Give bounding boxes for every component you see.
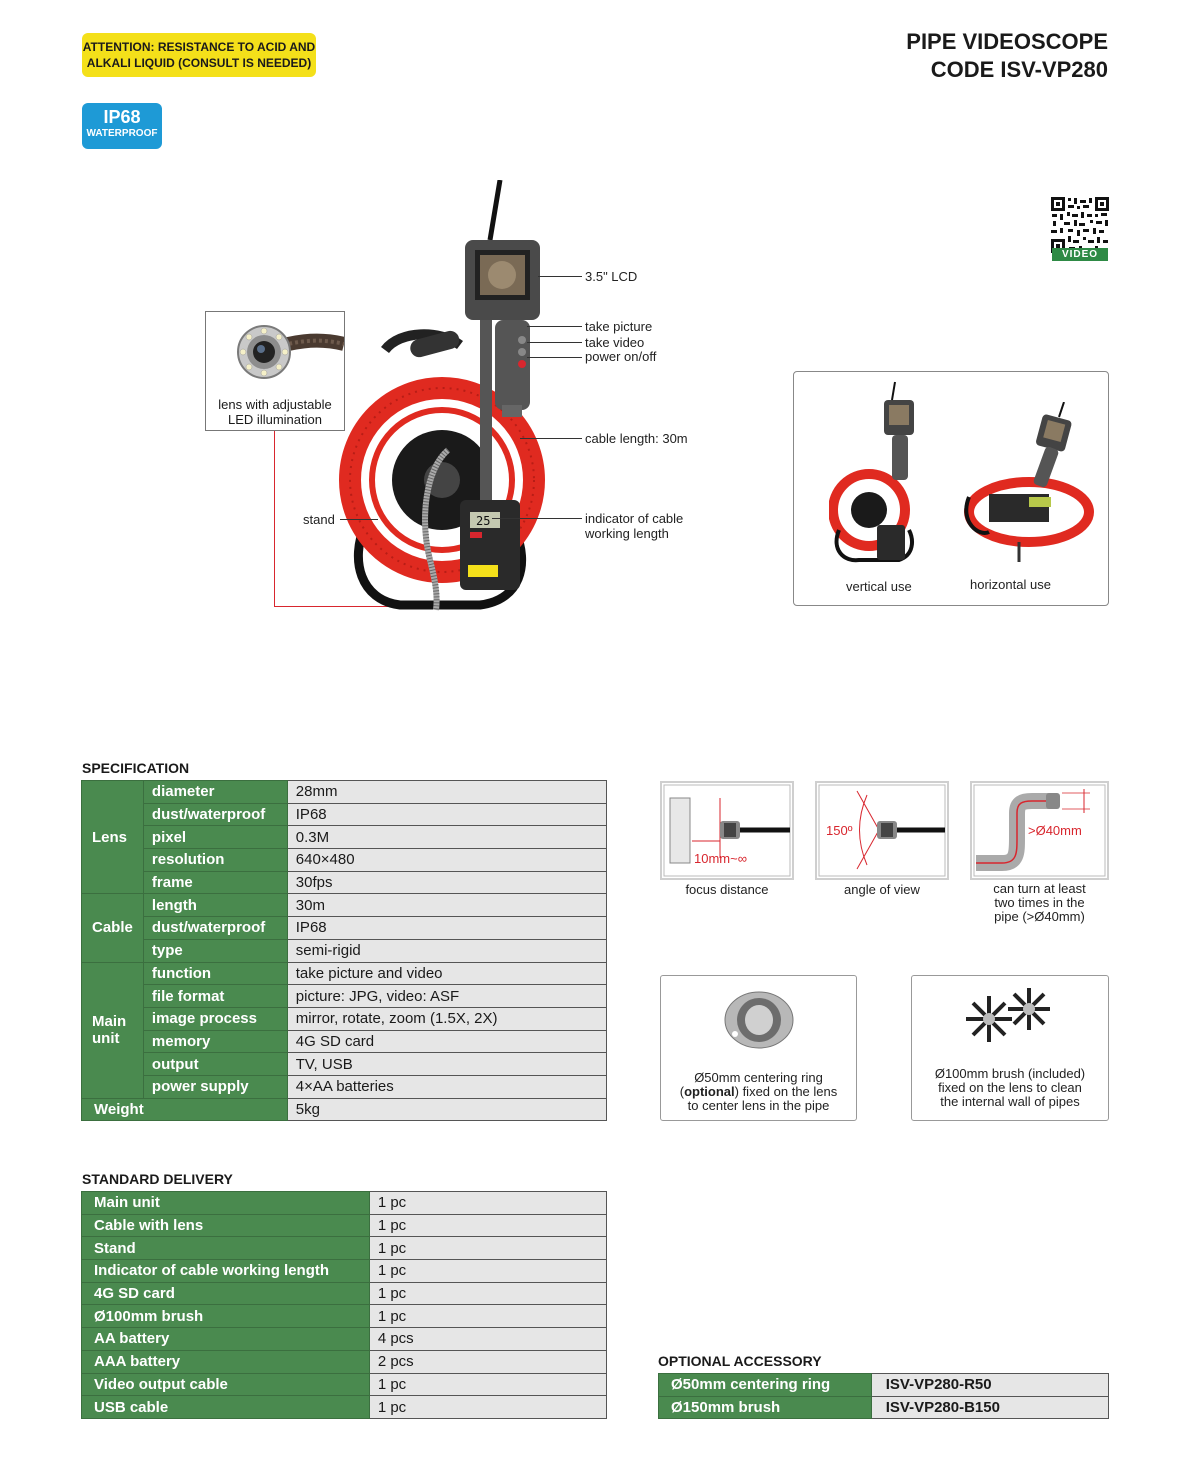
angle-of-view-caption: angle of view — [844, 882, 920, 897]
centering-ring-caption — [661, 1071, 856, 1113]
delivery-qty: 1 pc — [369, 1192, 606, 1215]
indicator-callout — [585, 511, 683, 541]
indicator-callout-line-1: indicator of cable — [585, 511, 684, 526]
spec-key: memory — [143, 1030, 287, 1053]
counter-display: 25 — [476, 514, 491, 528]
lens-caption-line-1: lens with adjustable — [218, 397, 332, 412]
delivery-row — [82, 1237, 607, 1260]
ip68-label: IP68 — [103, 107, 141, 127]
centering-ring-box — [660, 975, 857, 1121]
spec-key: length — [143, 894, 287, 917]
pipe-turn-box — [970, 781, 1109, 880]
spec-weight-key: Weight — [82, 1098, 288, 1121]
delivery-row — [82, 1260, 607, 1283]
brush-line-1: Ø100mm brush (included) — [934, 1066, 1086, 1081]
pipe-turn-caption-line-3: pipe (>Ø40mm) — [994, 909, 1085, 924]
delivery-item: Main unit — [82, 1192, 370, 1215]
delivery-item: Stand — [82, 1237, 370, 1260]
spec-key: frame — [143, 871, 287, 894]
spec-value: 0.3M — [287, 826, 606, 849]
lens-icon — [206, 312, 344, 392]
spec-key: pixel — [143, 826, 287, 849]
optional-accessory-heading: OPTIONAL ACCESSORY — [658, 1353, 822, 1369]
video-label: VIDEO — [1052, 248, 1108, 261]
centering-ring-optional: optional — [684, 1084, 735, 1099]
angle-of-view-label: 150º — [826, 823, 853, 838]
vertical-use-illustration — [829, 380, 924, 565]
standard-delivery-table — [81, 1191, 607, 1419]
delivery-qty: 1 pc — [369, 1260, 606, 1283]
spec-value: picture: JPG, video: ASF — [287, 985, 606, 1008]
indicator-callout-line-2: working length — [585, 526, 669, 541]
attention-line-2: ALKALI LIQUID (CONSULT IS NEEDED) — [86, 56, 312, 70]
ip68-badge — [82, 103, 162, 149]
lens-caption — [205, 397, 345, 427]
optional-code: ISV-VP280-R50 — [871, 1374, 1108, 1397]
delivery-row — [82, 1282, 607, 1305]
spec-key: output — [143, 1053, 287, 1076]
delivery-row — [82, 1328, 607, 1351]
spec-row — [82, 1053, 607, 1076]
attention-line-1: ATTENTION: RESISTANCE TO ACID AND — [82, 40, 316, 54]
spec-weight-value: 5kg — [287, 1098, 606, 1121]
spec-value: 640×480 — [287, 849, 606, 872]
delivery-qty: 4 pcs — [369, 1328, 606, 1351]
delivery-qty: 1 pc — [369, 1282, 606, 1305]
delivery-row — [82, 1396, 607, 1419]
spec-key: type — [143, 939, 287, 962]
spec-value: 30m — [287, 894, 606, 917]
focus-distance-box — [660, 781, 794, 880]
focus-distance-label: 10mm~∞ — [694, 851, 747, 866]
spec-key: file format — [143, 985, 287, 1008]
spec-row — [82, 781, 607, 804]
cable-length-leader — [520, 438, 582, 439]
delivery-item: AAA battery — [82, 1350, 370, 1373]
pipe-videoscope-illustration — [330, 180, 570, 615]
standard-delivery-heading: STANDARD DELIVERY — [82, 1171, 233, 1187]
optional-accessory-table — [658, 1373, 1109, 1419]
optional-item: Ø50mm centering ring — [659, 1374, 872, 1397]
lcd-callout: 3.5" LCD — [585, 269, 638, 284]
waterproof-label: WATERPROOF — [86, 128, 158, 139]
delivery-row — [82, 1350, 607, 1373]
lcd-leader — [538, 276, 582, 277]
optional-row — [659, 1374, 1109, 1397]
delivery-qty: 1 pc — [369, 1214, 606, 1237]
horizontal-use-illustration — [959, 402, 1099, 567]
spec-group-0: Lens — [82, 781, 144, 894]
centering-ring-line-2-rest: ) fixed on the lens — [734, 1084, 838, 1099]
spec-group-line-2: unit — [92, 1030, 120, 1048]
spec-row — [82, 1007, 607, 1030]
delivery-qty: 1 pc — [369, 1237, 606, 1260]
spec-group-1: Cable — [82, 894, 144, 962]
spec-row — [82, 962, 607, 985]
spec-row — [82, 803, 607, 826]
delivery-qty: 1 pc — [369, 1305, 606, 1328]
delivery-item: Ø100mm brush — [82, 1305, 370, 1328]
delivery-row — [82, 1214, 607, 1237]
attention-badge — [82, 33, 316, 77]
spec-row — [82, 894, 607, 917]
spec-key: image process — [143, 1007, 287, 1030]
delivery-qty: 1 pc — [369, 1396, 606, 1419]
spec-value: take picture and video — [287, 962, 606, 985]
take-picture-callout: take picture — [585, 319, 653, 334]
spec-value: IP68 — [287, 917, 606, 940]
spec-row-weight — [82, 1098, 607, 1121]
spec-key: power supply — [143, 1075, 287, 1098]
pipe-turn-caption — [966, 882, 1113, 924]
take-video-leader — [527, 342, 582, 343]
spec-row — [82, 985, 607, 1008]
power-leader — [527, 357, 582, 358]
spec-row — [82, 917, 607, 940]
delivery-row — [82, 1373, 607, 1396]
usage-box — [793, 371, 1109, 606]
spec-key: dust/waterproof — [143, 917, 287, 940]
delivery-item: Video output cable — [82, 1373, 370, 1396]
brush-line-3: the internal wall of pipes — [940, 1094, 1080, 1109]
stand-callout: stand — [303, 512, 335, 527]
take-picture-leader — [527, 326, 582, 327]
brush-caption — [912, 1067, 1108, 1109]
spec-row — [82, 1075, 607, 1098]
brush-box — [911, 975, 1109, 1121]
vertical-use-label: vertical use — [846, 579, 912, 594]
delivery-item: 4G SD card — [82, 1282, 370, 1305]
spec-row — [82, 871, 607, 894]
delivery-item: Indicator of cable working length — [82, 1260, 370, 1283]
spec-key: function — [143, 962, 287, 985]
spec-row — [82, 939, 607, 962]
centering-ring-paren-open: ( — [679, 1084, 685, 1099]
brush-line-2: fixed on the lens to clean — [938, 1080, 1082, 1095]
pipe-turn-label: >Ø40mm — [1028, 823, 1082, 838]
specification-table — [81, 780, 607, 1121]
brush-icon — [964, 986, 1060, 1046]
specification-heading: SPECIFICATION — [82, 760, 190, 776]
spec-value: 28mm — [287, 781, 606, 804]
delivery-row — [82, 1305, 607, 1328]
spec-key: resolution — [143, 849, 287, 872]
stand-leader — [340, 519, 378, 520]
spec-value: 4×AA batteries — [287, 1075, 606, 1098]
delivery-qty: 2 pcs — [369, 1350, 606, 1373]
spec-group-line-1: Main — [92, 1013, 127, 1031]
centering-ring-line-3: to center lens in the pipe — [687, 1098, 830, 1113]
take-video-callout: take video — [585, 335, 645, 350]
optional-row — [659, 1396, 1109, 1419]
pipe-turn-caption-line-1: can turn at least — [993, 881, 1086, 896]
delivery-item: Cable with lens — [82, 1214, 370, 1237]
pipe-turn-caption-line-2: two times in the — [994, 895, 1085, 910]
spec-value: semi-rigid — [287, 939, 606, 962]
delivery-row — [82, 1192, 607, 1215]
indicator-leader — [492, 518, 582, 519]
delivery-item: AA battery — [82, 1328, 370, 1351]
optional-item: Ø150mm brush — [659, 1396, 872, 1419]
lens-caption-line-2: LED illumination — [228, 412, 322, 427]
centering-ring-icon — [721, 990, 797, 1050]
spec-group-2 — [82, 962, 144, 1098]
horizontal-use-label: horizontal use — [970, 577, 1051, 592]
delivery-item: USB cable — [82, 1396, 370, 1419]
angle-of-view-box — [815, 781, 949, 880]
spec-row — [82, 1030, 607, 1053]
product-code: CODE ISV-VP280 — [930, 57, 1108, 82]
spec-value: mirror, rotate, zoom (1.5X, 2X) — [287, 1007, 606, 1030]
focus-distance-caption: focus distance — [685, 882, 769, 897]
spec-row — [82, 849, 607, 872]
spec-row — [82, 826, 607, 849]
spec-value: TV, USB — [287, 1053, 606, 1076]
spec-value: 4G SD card — [287, 1030, 606, 1053]
lens-leader-vertical — [274, 431, 275, 607]
optional-code: ISV-VP280-B150 — [871, 1396, 1108, 1419]
spec-value: IP68 — [287, 803, 606, 826]
cable-length-callout: cable length: 30m — [585, 431, 688, 446]
spec-key: diameter — [143, 781, 287, 804]
delivery-qty: 1 pc — [369, 1373, 606, 1396]
product-title: PIPE VIDEOSCOPE — [906, 29, 1108, 54]
centering-ring-line-1: Ø50mm centering ring — [694, 1070, 823, 1085]
power-callout: power on/off — [585, 349, 657, 364]
spec-key: dust/waterproof — [143, 803, 287, 826]
centering-ring-line-2 — [661, 1085, 856, 1099]
spec-value: 30fps — [287, 871, 606, 894]
